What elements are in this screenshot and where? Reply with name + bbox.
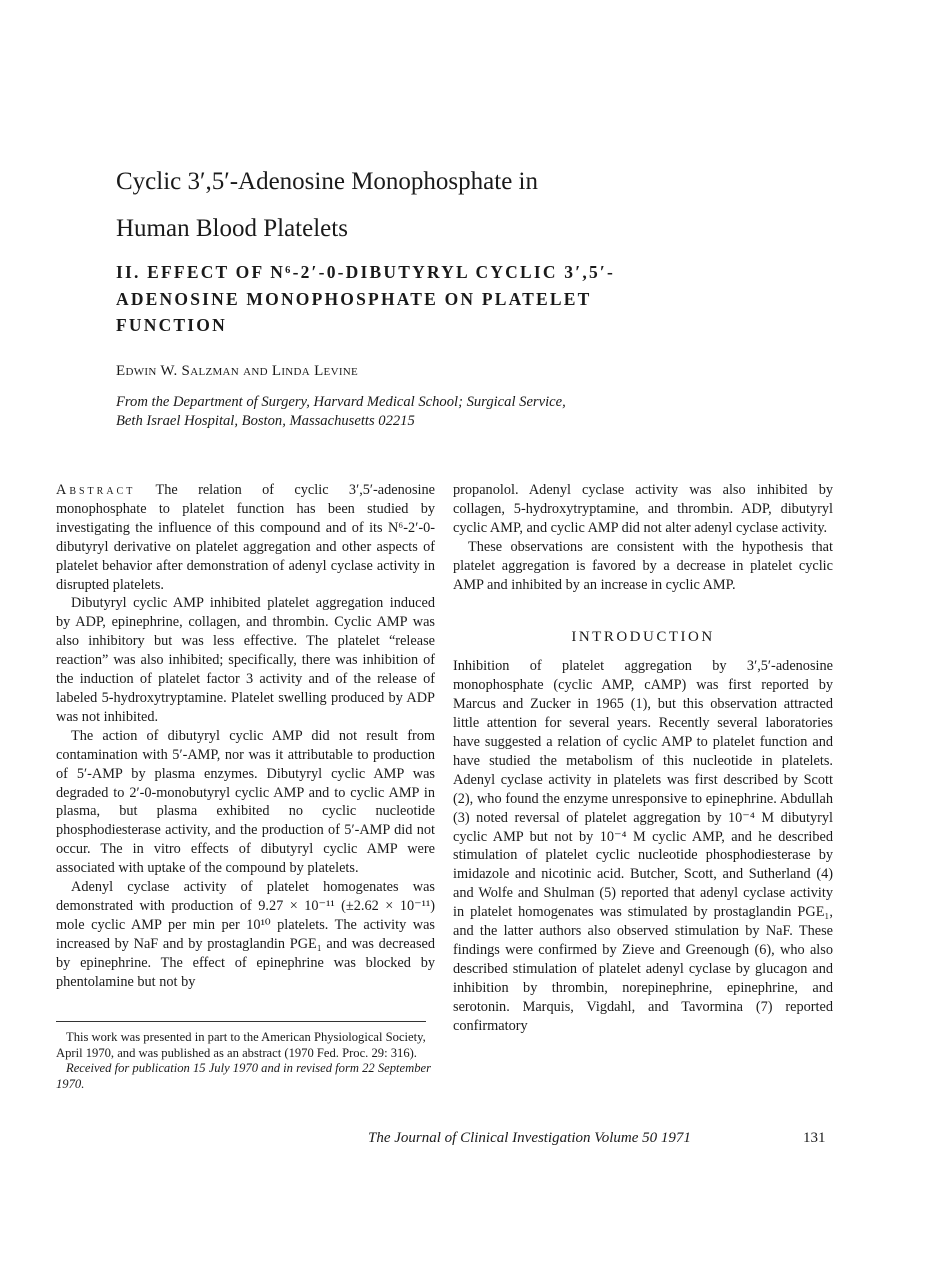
footnote-received: Received for publication 15 July 1970 and in revised form 22 September 1970. bbox=[56, 1061, 432, 1091]
subtitle-line-1: II. EFFECT OF N⁶-2′-0-DIBUTYRYL CYCLIC 3′,5′- bbox=[116, 262, 616, 282]
abstract-paragraph-1 bbox=[56, 481, 435, 594]
abstract-label: Abstract bbox=[56, 482, 136, 498]
article-title bbox=[116, 158, 676, 252]
left-column bbox=[56, 481, 435, 991]
subtitle-line-3: FUNCTION bbox=[116, 315, 227, 335]
journal-citation: The Journal of Clinical Investigation Volume 50 1971 bbox=[368, 1130, 691, 1146]
abstract-paragraph-2: Dibutyryl cyclic AMP inhibited platelet aggregation induced by ADP, epinephrine, collagen, and thrombin. Cyclic AMP was also inhibitory but was less effective. The platelet “release reaction” was also inhibited; specifically, there was inhibition of the induction of platelet factor 3 activity and of the release of labeled 5-hydroxytryptamine. Platelet swelling produced by ADP was not inhibited. bbox=[56, 595, 435, 725]
footnote-divider bbox=[56, 1021, 426, 1022]
abstract-continuation: propanolol. Adenyl cyclase activity was also inhibited by collagen, 5-hydroxytryptamine, and thrombin. ADP, dibutyryl cyclic AMP, and cyclic AMP did not alter adenyl cyclase activity. bbox=[453, 482, 833, 536]
authors: Edwin W. Salzman and Linda Levine bbox=[116, 363, 359, 379]
title-line-1: Cyclic 3′,5′-Adenosine Monophosphate in bbox=[116, 168, 538, 195]
right-column bbox=[453, 481, 833, 1035]
subtitle-line-2: ADENOSINE MONOPHOSPHATE ON PLATELET bbox=[116, 288, 592, 309]
footnote-presentation: This work was presented in part to the American Physiological Society, April 1970, and was published as an abstract (1970 Fed. Proc. 29: 316). bbox=[56, 1030, 426, 1060]
abstract-conclusion: These observations are consistent with the hypothesis that platelet aggregation is favored by a decrease in platelet cyclic AMP and inhibited by an increase in cyclic AMP. bbox=[453, 538, 833, 593]
abstract-paragraph-3: The action of dibutyryl cyclic AMP did not result from contamination with 5′-AMP, nor was it attributable to production of 5′-AMP by plasma enzymes. Dibutyryl cyclic AMP was degraded to 2′-0-monobutyryl cyclic AMP and to cyclic AMP in plasma, but plasma exhibited no cyclic nucleotide phosphodiesterase activity, and the production of 5′-AMP did not occur. The in vitro effects of dibutyryl cyclic AMP were associated with uptake of the compound by platelets. bbox=[56, 727, 435, 877]
article-subtitle bbox=[116, 259, 616, 339]
page-number: 131 bbox=[803, 1130, 826, 1146]
affiliation bbox=[116, 393, 676, 431]
affiliation-line-2: Beth Israel Hospital, Boston, Massachusetts 02215 bbox=[116, 413, 415, 429]
affiliation-line-1: From the Department of Surgery, Harvard Medical School; Surgical Service, bbox=[116, 394, 566, 410]
abstract-paragraph-4: Adenyl cyclase activity of platelet homogenates was demonstrated with production of 9.27 × 10⁻¹¹ (±2.62 × 10⁻¹¹) mole cyclic AMP per min per 10¹⁰ platelets. The activity was increased by NaF and by prostaglandin PGE₁ and was decreased by epinephrine. The effect of epinephrine was blocked by phentolamine but not by bbox=[56, 879, 435, 990]
title-line-2: Human Blood Platelets bbox=[116, 215, 348, 242]
footnotes bbox=[56, 1030, 434, 1092]
introduction-heading: INTRODUCTION bbox=[571, 629, 715, 646]
abstract-text-1: The relation of cyclic 3′,5′-adenosine monophosphate to platelet function has been studied by investigating the influence of this compound and of its N⁶-2′-0-dibutyryl derivative on platelet aggregation and other aspects of platelet behavior after demonstration of adenyl cyclase activity in disrupted platelets. bbox=[56, 482, 435, 593]
introduction-paragraph: Inhibition of platelet aggregation by 3′,5′-adenosine monophosphate (cyclic AMP, cAMP) was first reported by Marcus and Zucker in 1965 (1), but this observation attracted little attention for several years. Recently several laboratories have suggested a relation of cyclic AMP to platelet function and have studied the metabolism of this nucleotide in platelets. Adenyl cyclase activity in platelets was first described by Scott (2), who found the enzyme unresponsive to epinephrine. Abdullah (3) noted reversal of platelet aggregation by 10⁻⁴ M dibutyryl cyclic AMP but not by 10⁻⁴ M cyclic AMP, and he described stimulation of platelet cyclic nucleotide phosphodiesterase by imidazole and nicotinic acid. Butcher, Scott, and Sutherland (4) and Wolfe and Shulman (5) reported that adenyl cyclase activity in platelet homogenates was stimulated by prostaglandin PGE₁, and the latter authors also observed stimulation by NaF. These findings were confirmed by Zieve and Greenough (6), who also described stimulation of platelet adenyl cyclase by glucagon and inhibition by thrombin, norepinephrine, epinephrine, and serotonin. Marquis, Vigdahl, and Tavormina (7) reported confirmatory bbox=[453, 658, 833, 1034]
